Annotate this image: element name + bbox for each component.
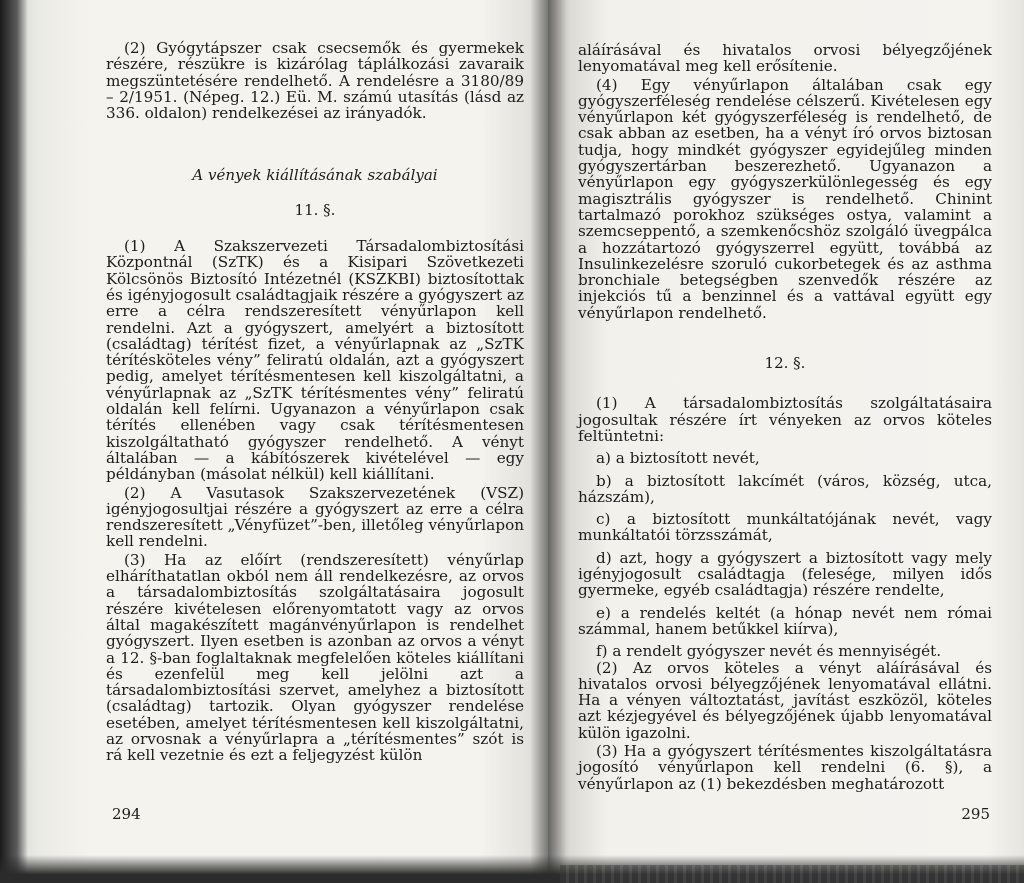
list-item: f) a rendelt gyógyszer nevét és mennyiségét. <box>596 642 942 661</box>
paragraph-12-1: (1) A társadalombiztosítás szolgáltatásaira jogosultak részére írt vényeken az orvos köteles feltüntetni: <box>578 394 992 445</box>
list-item: c) a biztosított munkáltatójának nevét, vagy munkáltatói törzsszámát, <box>578 510 992 545</box>
section-number-12: 12. §. <box>764 354 806 373</box>
paragraph-2-gyogytapszer: (2) Gyógytápszer csak csecsemők és gyermekek részére, részükre is kizárólag táplálkozási zavaraik megszüntetésére rendelhető. A rendelésre a 3180/89 – 2/1951. (Népeg. 12.) Eü. M. számú utasítás (lásd az 336. oldalon) rendelkezései az irányadók. <box>106 39 524 123</box>
section-subtitle: A vények kiállításának szabályai <box>192 166 438 185</box>
required-fields-list <box>578 450 992 659</box>
list-item: b) a biztosított lakcímét (város, község, utca, házszám), <box>578 471 992 506</box>
paragraph-12-3: (3) Ha a gyógyszert térítésmentes kiszolgáltatásra jogosító vényűrlapon kell rendelni (6. §), a vényűrlapon az (1) bekezdésben meghatározott <box>578 741 992 793</box>
paragraph-11-4: (4) Egy vényűrlapon általában csak egy gyógyszerféleség rendelése célszerű. Kivételesen egy vényűrlapon két gyógyszerféleség is rendelhető, de csak abban az esetben, ha a vényt író orvos biztosan tudja, hogy mindkét gyógyszer egyidejűleg minden gyógyszertárban beszerezhető. Ugyanazon a vényűrlapon egy gyógyszerkülönlegesség és egy magisztrális gyógyszer is rendelhető. Chinint tartalmazó porokhoz szükséges ostya, valamint a szemcseppentő, a szemkenőcshöz szolgáló üvegpálca a hozzátartozó gyógyszerrel együtt, továbbá az Insulinkezelésre szoruló cukorbetegek és az asthma bronchiale betegségben szenvedők részére az injekciós tű a benzinnel és a vattával együtt egy vényűrlapon rendelhető. <box>578 75 992 322</box>
page-number-left: 294 <box>112 805 141 823</box>
paragraph-continuation: aláírásával és hivatalos orvosi bélyegzőjének lenyomatával meg kell erősítenie. <box>578 41 992 76</box>
page-edge-shadow <box>0 0 28 883</box>
paragraph-11-3: (3) Ha az előírt (rendszeresített) vényűrlap elháríthatatlan okból nem áll rendelkezésre, az orvos a társadalombiztosítás szolgáltatásaira jogosult részére kivételesen előrenyomtatott vagy az orvos által magakészített magánvényűrlapon is rendelhet gyógyszert. Ilyen esetben is azonban az orvos a vényt a 12. §-ban foglaltaknak megfelelően köteles kiállítani és ezenfelül meg kell jelölni azt a társadalombiztosítási szervet, amelyhez a biztosított (családtag) tartozik. Olyan gyógyszer rendelése esetében, amelyet térítésmentesen kell kiszolgáltatni, az orvosnak a vényűrlapra a „térítésmentes” szót is rá kell vezetnie és ezt a feljegyzést külön <box>106 550 524 765</box>
paragraph-11-2: (2) A Vasutasok Szakszervezetének (VSZ) igényjogosultjai részére a gyógyszert az erre a célra rendszeresített „Vényfüzet”-ben, illetőleg vényűrlapon kell rendelni. <box>106 483 524 551</box>
section-number-11: 11. §. <box>294 200 336 219</box>
list-item: e) a rendelés keltét (a hónap nevét nem római számmal, hanem betűkkel kiírva), <box>578 603 992 638</box>
paragraph-11-1: (1) A Szakszervezeti Társadalombiztosítási Központnál (SzTK) és a Kisipari Szövetkezeti Kölcsönös Biztosító Intézetnél (KSZKBI) biztosítottak és igényjogosult családtagjaik részére a gyógyszert az erre a célra rendszeresített vényűrlapon kell rendelni. Azt a gyógyszert, amelyért a biztosított (családtag) térítést fizet, a vényűrlapnak az „SzTK térítésköteles vény” feliratú oldalán, azt a gyógyszert pedig, amelyet térítésmentesen kell kiszolgáltatni, a vényűrlapnak az „SzTK térítésmentes vény” feliratú oldalán kell felírni. Ugyanazon a vényűrlapon csak térítés ellenében vagy csak térítésmentesen kiszolgáltatható gyógyszer rendelhető. A vényt általában — a kábítószerek kivételével — egy példányban (másolat nélkül) kell kiállítani. <box>106 237 524 484</box>
page-edges-stack <box>560 865 1024 883</box>
paragraph-12-2: (2) Az orvos köteles a vényt aláírásával és hivatalos orvosi bélyegzőjének lenyomatával ellátni. Ha a vényen változtatást, javítást eszközöl, köteles azt kézjegyével és bélyegzőjének újabb lenyomatával külön igazolni. <box>578 658 992 742</box>
right-page <box>548 0 1024 883</box>
book-gutter-shadow <box>530 0 566 883</box>
list-item: d) azt, hogy a gyógyszert a biztosított vagy mely igényjogosult családtagja (felesége, milyen idős gyermeke, egyéb családtagja) részére rendelte, <box>578 548 992 600</box>
list-item: a) a biztosított nevét, <box>596 449 760 468</box>
page-number-right: 295 <box>961 805 990 823</box>
